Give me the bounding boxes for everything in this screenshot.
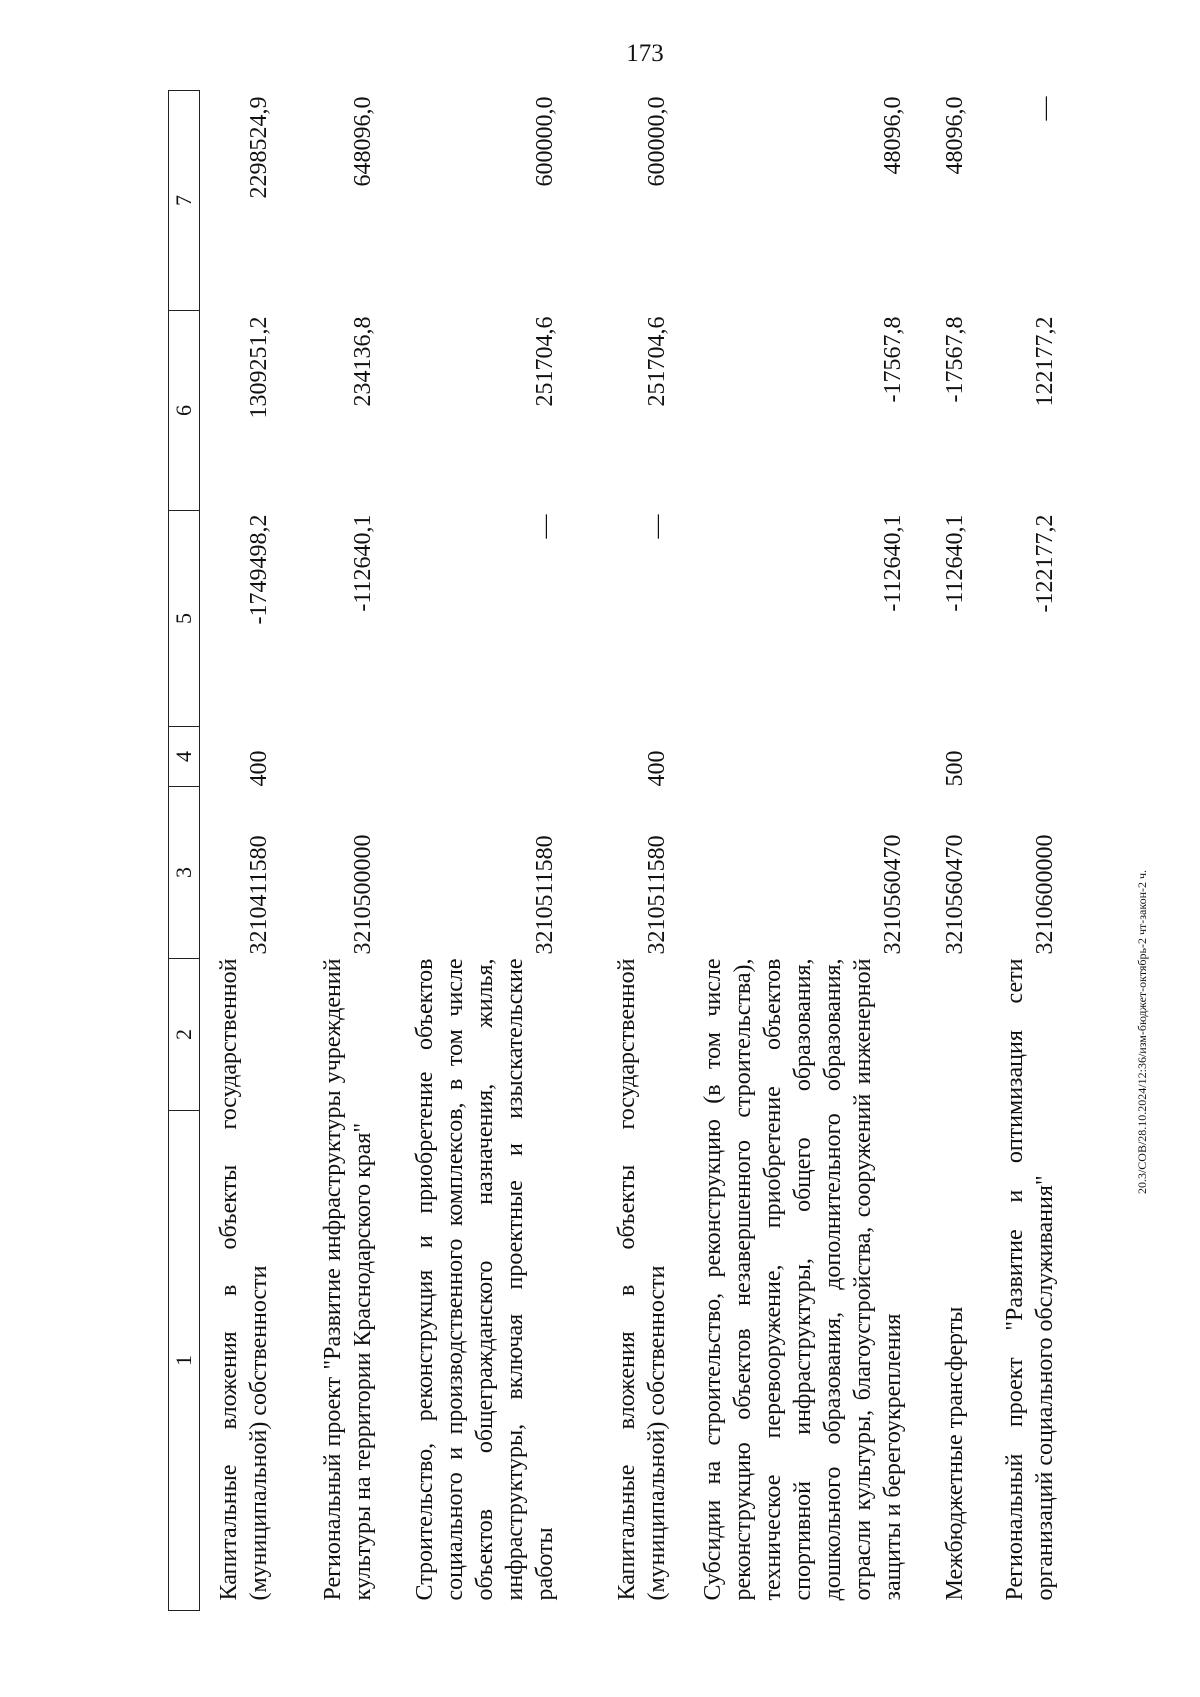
document-footer-code: 20.3/СОВ/28.10.2024/12:36/изм-бюджет-октябрь-2 чт-закон-2 ч.	[1135, 869, 1149, 1195]
row-col5: —	[532, 514, 558, 539]
row-col7: 2298524,9	[246, 96, 272, 199]
row-code: 3210560470	[942, 834, 968, 955]
row-code: 3210600000	[1032, 834, 1058, 955]
page-number: 173	[626, 40, 664, 67]
row-name: Строительство, реконструкция и приобретение объектов социального и производственного комплексов, в том числе объектов общегражданского назначения, жилья, инфраструктуры, включая проектные и изыскательские работы	[412, 958, 558, 1601]
row-type: 400	[644, 750, 670, 787]
row-col6: 234136,8	[350, 316, 376, 407]
row-col7: —	[1032, 96, 1058, 121]
row-code: 3210511580	[532, 835, 558, 955]
header-col-2: 2	[169, 959, 200, 1111]
row-col6: 251704,6	[532, 316, 558, 407]
row-name: Межбюджетные трансферты	[942, 1306, 968, 1601]
table-row	[274, 91, 394, 1611]
row-type	[274, 727, 394, 787]
row-col5: -112640,1	[880, 514, 906, 612]
header-col-3: 3	[169, 787, 200, 959]
header-col-5: 5	[169, 511, 200, 727]
row-name: Капитальные вложения в объекты государственной (муниципальной) собственности	[216, 958, 272, 1601]
header-col-7: 7	[169, 91, 200, 311]
row-col5: —	[644, 514, 670, 539]
row-col7: 600000,0	[532, 96, 558, 187]
row-code: 3210511580	[644, 835, 670, 955]
row-col5: -112640,1	[350, 514, 376, 612]
row-col6: 1309251,2	[246, 316, 272, 419]
row-type	[978, 727, 1060, 787]
row-col6: 251704,6	[644, 316, 670, 407]
row-name: Региональный проект "Развитие инфраструктуры учреждений культуры на территории Краснодарского края"	[320, 958, 376, 1601]
row-type: 400	[246, 750, 272, 787]
table-row	[978, 91, 1060, 1611]
row-code: 3210560470	[880, 834, 906, 955]
row-col6: -17567,8	[942, 316, 968, 403]
row-col7: 48096,0	[942, 96, 968, 175]
row-col7: 600000,0	[644, 96, 670, 187]
row-code: 3210411580	[246, 835, 272, 955]
row-type: 500	[942, 750, 968, 787]
budget-table	[168, 90, 1060, 1611]
row-code: 3210500000	[350, 834, 376, 955]
row-type	[690, 727, 908, 787]
row-col5: -122177,2	[1032, 514, 1058, 613]
row-col7: 648096,0	[350, 96, 376, 187]
row-col6: -17567,8	[880, 316, 906, 403]
header-row	[169, 91, 200, 1611]
header-col-4: 4	[169, 727, 200, 787]
row-type	[394, 727, 580, 787]
row-name: Капитальные вложения в объекты государственной (муниципальной) собственности	[614, 958, 670, 1601]
table-row	[200, 91, 275, 1611]
row-col6: 122177,2	[1032, 316, 1058, 407]
table-row	[690, 91, 908, 1611]
rotated-table-container	[168, 91, 1088, 1611]
header-col-1: 1	[169, 1111, 200, 1611]
table-row	[580, 91, 690, 1611]
row-name: Субсидии на строительство, реконструкцию (в том числе реконструкцию объектов незавершенного строительства), техническое перевооружение, приобретение объектов спортивной инфраструктуры, общего образования, дошкольного образования, дополнительного образования, отрасли культуры, благоустройства, сооружений инженерной защиты и берегоукрепления	[700, 958, 906, 1601]
row-name: Региональный проект "Развитие и оптимизация сети организаций социального обслуживания"	[1002, 958, 1058, 1601]
table-row	[394, 91, 580, 1611]
row-col5: -112640,1	[942, 514, 968, 612]
table-row	[908, 91, 978, 1611]
header-col-6: 6	[169, 311, 200, 511]
row-col5: -1749498,2	[246, 514, 272, 625]
row-col7: 48096,0	[880, 96, 906, 175]
